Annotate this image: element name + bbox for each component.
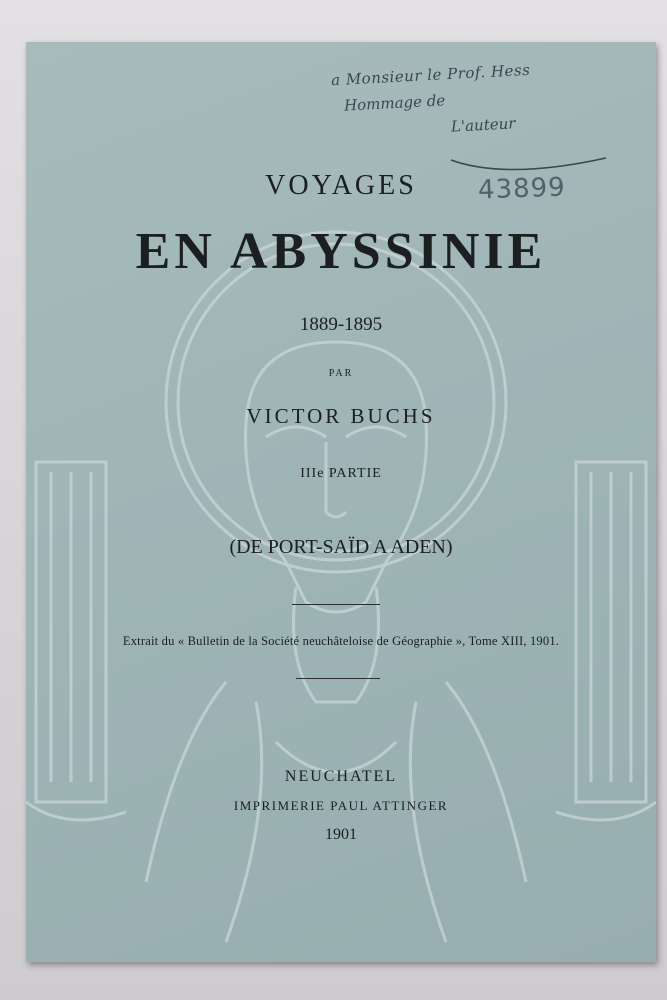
- subtitle: (DE PORT-SAÏD A ADEN): [229, 536, 453, 558]
- author-name: VICTOR BUCHS: [246, 404, 436, 428]
- extract-note: Extrait du « Bulletin de la Société neuchâteloise de Géographie », Tome XIII, 1901.: [122, 634, 560, 648]
- dedication-line-2: Hommage de: [343, 91, 446, 115]
- imprint-printer: IMPRIMERIE PAUL ATTINGER: [233, 798, 449, 813]
- divider-rule-bottom: [296, 678, 380, 679]
- title-line-1: VOYAGES: [265, 170, 417, 201]
- by-label: PAR: [328, 368, 354, 379]
- dedication-line-3: L'auteur: [450, 114, 516, 136]
- handwritten-dedication: [326, 60, 626, 170]
- shelfmark-number: 43899: [477, 172, 567, 206]
- imprint-city: NEUCHATEL: [284, 768, 398, 785]
- title-line-2: EN ABYSSINIE: [135, 223, 547, 280]
- part-number: IIIe PARTIE: [300, 466, 382, 481]
- imprint-year: 1901: [325, 826, 357, 843]
- divider-rule-top: [292, 604, 380, 605]
- book-cover: [26, 42, 656, 962]
- date-range: 1889-1895: [299, 314, 383, 335]
- dedication-line-1: a Monsieur le Prof. Hess: [330, 60, 531, 90]
